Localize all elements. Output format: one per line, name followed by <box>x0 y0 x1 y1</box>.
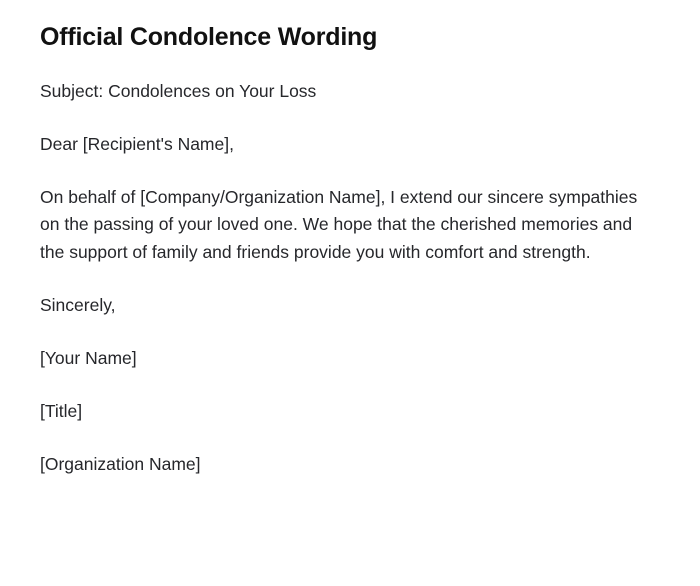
signature-name: [Your Name] <box>40 347 137 368</box>
page-title: Official Condolence Wording <box>40 23 378 51</box>
signature-title: [Title] <box>40 400 83 421</box>
salutation-line: Dear [Recipient's Name], <box>40 134 234 155</box>
signature-organization: [Organization Name] <box>40 454 201 474</box>
subject-line: Subject: Condolences on Your Loss <box>40 81 317 101</box>
message-body: On behalf of [Company/Organization Name], I extend our sincere sympathies on the passing of your loved one. We hope that the cherished memories and the support of family and friends provide you with comfort and strength. <box>40 187 638 262</box>
closing-line: Sincerely, <box>40 294 116 315</box>
